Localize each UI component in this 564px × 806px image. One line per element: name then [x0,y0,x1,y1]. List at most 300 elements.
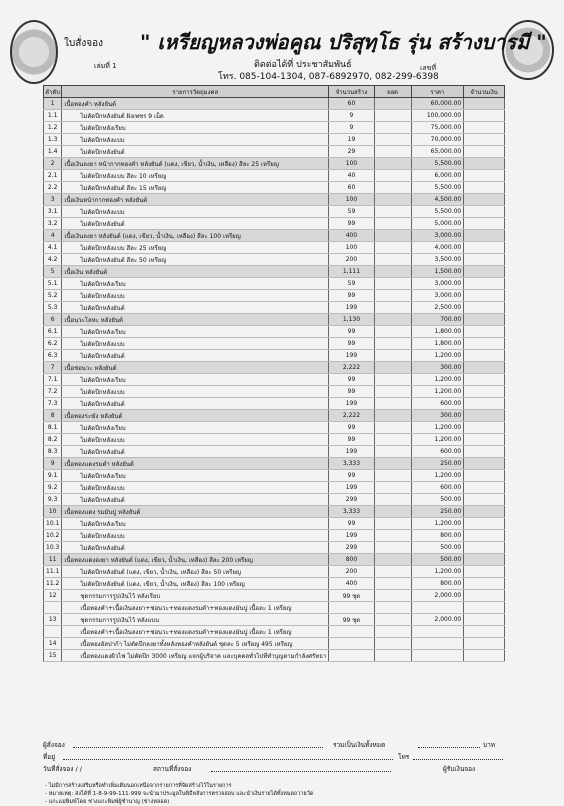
book-label: เล่มที่ 1 [94,62,117,70]
table-row [44,602,505,614]
item-name: เนื้อทองคำ+เนื้อเงินลงยา+ช่อนวะ+ทองแดงรมดำ+ทองแดงมันปู เนื้อละ 1 เหรียญ [62,602,329,614]
amount-cell[interactable] [464,482,505,494]
amount-cell[interactable] [464,206,505,218]
order-date-label[interactable]: วันที่สั่งจอง / / [43,765,82,773]
row-number: 7.3 [44,398,62,410]
table-group-row [44,98,505,110]
note-item: - แกะแม่พิมพ์โดย ช่างแกะพิมพ์ผู้ชำนาญ (ช่างหลอด) [45,799,170,805]
order-count-cell[interactable] [374,650,411,662]
amount-cell[interactable] [464,542,505,554]
order-count-cell[interactable] [374,326,411,338]
row-number: 12 [44,590,62,602]
order-count-cell[interactable] [374,218,411,230]
table-row [44,338,505,350]
amount-cell[interactable] [464,638,505,650]
amount-cell[interactable] [464,302,505,314]
row-number [44,602,62,614]
row-number: 1 [44,98,62,110]
order-count-cell[interactable] [374,302,411,314]
price-cell: 500.00 [411,494,464,506]
quantity-cell: 9 [329,122,374,134]
order-count-cell[interactable] [374,434,411,446]
price-cell: 3,000.00 [411,230,464,242]
phone-text: โทร. 085-104-1304, 087-6892970, 082-299-6398 [218,72,439,82]
quantity-cell [329,602,374,614]
amount-cell[interactable] [464,398,505,410]
item-name: เนื้อเงินหน้ากากทองคำ หลังยันต์ [62,194,329,206]
amount-cell[interactable] [464,338,505,350]
address-label: ที่อยู่ [43,753,55,761]
row-number: 2.2 [44,182,62,194]
item-name: เนื้อเงินลงยา หน้ากากทองคำ หลังยันต์ (แดง, เขียว, น้ำเงิน, เหลือง) สีละ 25 เหรียญ [62,158,329,170]
order-count-cell[interactable] [374,386,411,398]
row-number: 5.3 [44,302,62,314]
address-field[interactable] [63,752,393,760]
order-count-cell[interactable] [374,542,411,554]
item-name: ไม่ตัดปีกหลังแบบ [62,386,329,398]
table-row [44,530,505,542]
quantity-cell: 199 [329,302,374,314]
item-name: เนื้อทองอัลปาก้า ไม่ตัดปีกลงยาทั้งหลังทองคำหลังยันต์ ชุดละ 5 เหรียญ 495 เหรียญ [62,638,329,650]
order-count-cell[interactable] [374,554,411,566]
quantity-cell: 99 ชุด [329,590,374,602]
quantity-cell: 99 [329,386,374,398]
table-row [44,518,505,530]
table-row [44,374,505,386]
row-number: 3.2 [44,218,62,230]
order-count-cell[interactable] [374,254,411,266]
table-group-row [44,158,505,170]
table-row [44,614,505,626]
row-number: 3 [44,194,62,206]
order-count-cell[interactable] [374,146,411,158]
quantity-cell: 99 [329,422,374,434]
receiver-label: ผู้รับเงินจอง [443,765,476,773]
row-number: 7.2 [44,386,62,398]
quantity-cell: 2,222 [329,362,374,374]
table-group-row [44,314,505,326]
order-count-cell[interactable] [374,506,411,518]
order-count-cell[interactable] [374,266,411,278]
quantity-cell: 99 [329,290,374,302]
amount-cell[interactable] [464,434,505,446]
item-name: ไม่ตัดปีกหลังเรียบ [62,518,329,530]
item-name: ไม่ตัดปีกหลังยันต์ [62,446,329,458]
quantity-cell: 99 [329,218,374,230]
quantity-cell [329,626,374,638]
amount-cell[interactable] [464,422,505,434]
orderer-field[interactable] [73,740,323,748]
order-count-cell[interactable] [374,110,411,122]
order-count-cell[interactable] [374,590,411,602]
quantity-cell [329,638,374,650]
price-cell: 1,200.00 [411,386,464,398]
row-number [44,626,62,638]
amount-cell[interactable] [464,122,505,134]
order-count-cell[interactable] [374,182,411,194]
page-title: " เหรียญหลวงพ่อคูณ ปริสุทฺโธ รุ่น สร้างบารมี " [140,30,547,54]
table-row [44,134,505,146]
row-number: 8 [44,410,62,422]
amount-cell[interactable] [464,614,505,626]
amount-cell[interactable] [464,386,505,398]
price-cell: 2,000.00 [411,614,464,626]
order-count-cell[interactable] [374,230,411,242]
price-cell: 800.00 [411,530,464,542]
item-name: ไม่ตัดปีกหลังแบบ สีละ 25 เหรียญ [62,242,329,254]
amount-cell[interactable] [464,278,505,290]
quantity-cell: 100 [329,194,374,206]
item-name: เนื้อเงินลงยา หลังยันต์ (แดง, เขียว, น้ำเงิน, เหลือง) สีละ 100 เหรียญ [62,230,329,242]
table-group-row [44,230,505,242]
amount-cell[interactable] [464,194,505,206]
order-count-cell[interactable] [374,194,411,206]
row-number: 10.3 [44,542,62,554]
table-group-row [44,506,505,518]
order-count-cell[interactable] [374,482,411,494]
row-number: 1.2 [44,122,62,134]
total-label: รวมเป็นเงินทั้งหมด [333,741,386,749]
quantity-cell: 199 [329,398,374,410]
quantity-cell: 100 [329,242,374,254]
order-count-cell[interactable] [374,134,411,146]
row-number: 2.1 [44,170,62,182]
table-row [44,566,505,578]
price-cell: 3,000.00 [411,290,464,302]
item-name: ไม่ตัดปีกหลังยันต์ สีละ 50 เหรียญ [62,254,329,266]
row-number: 7.1 [44,374,62,386]
amount-cell[interactable] [464,578,505,590]
order-count-cell[interactable] [374,530,411,542]
row-number: 8.2 [44,434,62,446]
item-name: ไม่ตัดปีกหลังแบบ [62,338,329,350]
row-number: 5.2 [44,290,62,302]
quantity-cell: 99 [329,434,374,446]
amount-cell[interactable] [464,170,505,182]
table-group-row [44,554,505,566]
order-count-cell[interactable] [374,458,411,470]
amount-cell[interactable] [464,266,505,278]
order-count-cell[interactable] [374,362,411,374]
quantity-cell: 29 [329,146,374,158]
row-number: 4 [44,230,62,242]
tel-label: โทร [398,753,410,761]
quantity-cell: 299 [329,494,374,506]
quantity-cell: 199 [329,482,374,494]
amount-cell[interactable] [464,326,505,338]
price-cell: 100,000.00 [411,110,464,122]
price-cell: 5,000.00 [411,218,464,230]
price-cell: 800.00 [411,578,464,590]
price-cell: 4,500.00 [411,194,464,206]
price-cell: 600.00 [411,482,464,494]
quantity-cell: 3,333 [329,458,374,470]
table-row [44,542,505,554]
amount-cell[interactable] [464,146,505,158]
col-header-item: รายการวัตถุมงคล [62,86,329,98]
price-cell: 300.00 [411,410,464,422]
table-row [44,470,505,482]
quantity-cell [329,650,374,662]
col-header-amount: จำนวนเงิน [464,86,505,98]
order-count-cell[interactable] [374,446,411,458]
item-name: ไม่ตัดปีกหลังเรียบ [62,326,329,338]
item-name: ชุดกรรมการรูปเงินไว้ หลังเรียบ [62,590,329,602]
quantity-cell: 800 [329,554,374,566]
item-name: ไม่ตัดปีกหลังแบบ [62,134,329,146]
price-cell: 1,200.00 [411,422,464,434]
quantity-cell: 1,130 [329,314,374,326]
order-count-cell[interactable] [374,494,411,506]
amount-cell[interactable] [464,494,505,506]
table-row [44,350,505,362]
row-number: 13 [44,614,62,626]
row-number: 9.1 [44,470,62,482]
order-count-cell[interactable] [374,410,411,422]
order-count-cell[interactable] [374,470,411,482]
table-row [44,626,505,638]
table-row [44,434,505,446]
quantity-cell: 40 [329,170,374,182]
order-count-cell[interactable] [374,242,411,254]
price-cell: 250.00 [411,506,464,518]
table-row [44,170,505,182]
order-count-cell[interactable] [374,206,411,218]
item-name: ไม่ตัดปีกหลังแบบ [62,482,329,494]
table-row [44,578,505,590]
item-name: เนื้อทองแดงลงยา หลังยันต์ (แดง, เขียว, น้ำเงิน, เหลือง) สีละ 200 เหรียญ [62,554,329,566]
item-name: ไม่ตัดปีกหลังยันต์ (แดง, เขียว, น้ำเงิน, เหลือง) สีละ 100 เหรียญ [62,578,329,590]
table-row [44,590,505,602]
order-count-cell[interactable] [374,626,411,638]
amount-cell[interactable] [464,446,505,458]
row-number: 8.3 [44,446,62,458]
amount-cell[interactable] [464,554,505,566]
price-cell: 70,000.00 [411,134,464,146]
amount-cell[interactable] [464,230,505,242]
col-header-no: ลำดับ [44,86,62,98]
amount-cell[interactable] [464,362,505,374]
price-cell: 1,200.00 [411,470,464,482]
amount-cell[interactable] [464,650,505,662]
quantity-cell: 1,111 [329,266,374,278]
quantity-cell: 299 [329,542,374,554]
order-count-cell[interactable] [374,602,411,614]
table-row [44,290,505,302]
quantity-cell: 99 [329,470,374,482]
table-row [44,218,505,230]
items-table [43,85,505,662]
order-count-cell[interactable] [374,518,411,530]
amount-cell[interactable] [464,470,505,482]
row-number: 4.1 [44,242,62,254]
price-cell: 1,800.00 [411,338,464,350]
item-name: ไม่ตัดปีกหลังแบบ สีละ 10 เหรียญ [62,170,329,182]
notes [45,782,313,806]
quantity-cell: 59 [329,278,374,290]
row-number: 1.3 [44,134,62,146]
table-row [44,422,505,434]
item-name: ไม่ตัดปีกหลังยันต์ [62,494,329,506]
table-row [44,122,505,134]
item-name: ไม่ตัดปีกหลังเรียบ [62,278,329,290]
price-cell: 60,000.00 [411,98,464,110]
table-row [44,242,505,254]
amount-cell[interactable] [464,110,505,122]
order-count-cell[interactable] [374,290,411,302]
price-cell: 700.00 [411,314,464,326]
item-name: เนื้อนวะโลหะ หลังยันต์ [62,314,329,326]
item-name: ไม่ตัดปีกหลังยันต์ ฝังเพชร 9 เม็ด [62,110,329,122]
amount-cell[interactable] [464,350,505,362]
row-number: 6.1 [44,326,62,338]
item-name: เนื้อทองคำ+เนื้อเงินลงยา+ช่อนวะ+ทองแดงรมดำ+ทองแดงมันปู เนื้อละ 1 เหรียญ [62,626,329,638]
price-cell: 3,500.00 [411,254,464,266]
amount-cell[interactable] [464,182,505,194]
quantity-cell: 199 [329,350,374,362]
contact-text: ติดต่อได้ที่ ประชาสัมพันธ์ [254,60,352,70]
amount-cell[interactable] [464,242,505,254]
table-group-row [44,458,505,470]
amount-cell[interactable] [464,158,505,170]
amount-cell[interactable] [464,458,505,470]
item-name: เนื้อเงิน หลังยันต์ [62,266,329,278]
quantity-cell: 400 [329,578,374,590]
row-number: 9.3 [44,494,62,506]
quantity-cell: 99 [329,326,374,338]
amount-cell[interactable] [464,98,505,110]
table-row [44,650,505,662]
row-number: 2 [44,158,62,170]
order-count-cell[interactable] [374,422,411,434]
order-count-cell[interactable] [374,158,411,170]
order-count-cell[interactable] [374,170,411,182]
total-field[interactable] [418,740,480,748]
price-cell: 1,800.00 [411,326,464,338]
row-number: 11.2 [44,578,62,590]
order-count-cell[interactable] [374,398,411,410]
row-number: 6.2 [44,338,62,350]
table-row [44,482,505,494]
price-cell: 1,200.00 [411,434,464,446]
item-name: เนื้อทองระฆัง หลังยันต์ [62,410,329,422]
price-cell: 250.00 [411,458,464,470]
amount-cell[interactable] [464,590,505,602]
price-cell: 1,200.00 [411,566,464,578]
item-name: ไม่ตัดปีกหลังยันต์ [62,398,329,410]
amount-cell[interactable] [464,134,505,146]
amount-cell[interactable] [464,314,505,326]
order-count-cell[interactable] [374,98,411,110]
table-group-row [44,266,505,278]
amount-cell[interactable] [464,530,505,542]
row-number: 5.1 [44,278,62,290]
amount-cell[interactable] [464,374,505,386]
order-count-cell[interactable] [374,566,411,578]
table-row [44,182,505,194]
row-number: 10.1 [44,518,62,530]
row-number: 1.1 [44,110,62,122]
order-count-cell[interactable] [374,350,411,362]
amount-cell[interactable] [464,566,505,578]
table-row [44,398,505,410]
header [0,0,564,88]
table-row [44,146,505,158]
amount-cell[interactable] [464,218,505,230]
amount-cell[interactable] [464,602,505,614]
amount-cell[interactable] [464,626,505,638]
order-count-cell[interactable] [374,578,411,590]
amount-cell[interactable] [464,254,505,266]
temple-seal-left-icon [10,20,58,84]
row-number: 11.1 [44,566,62,578]
row-number: 6.3 [44,350,62,362]
tel-field[interactable] [413,752,503,760]
row-number: 5 [44,266,62,278]
table-row [44,494,505,506]
price-cell: 2,000.00 [411,590,464,602]
price-cell: 500.00 [411,554,464,566]
price-cell: 300.00 [411,362,464,374]
row-number: 15 [44,650,62,662]
order-count-cell[interactable] [374,314,411,326]
quantity-cell: 60 [329,98,374,110]
table-group-row [44,410,505,422]
quantity-cell: 199 [329,530,374,542]
order-count-cell[interactable] [374,638,411,650]
item-name: เนื้อทองแดงรมดำ หลังยันต์ [62,458,329,470]
price-cell: 1,200.00 [411,350,464,362]
item-name: เนื้อทองแดงผิวไฟ ไม่ตัดปีก 3000 เหรียญ แจกผู้บริจาค และบุคคลทั่วไปที่ทำบุญตามกำลังศรัทธา [62,650,329,662]
quantity-cell: 2,222 [329,410,374,422]
table-row [44,638,505,650]
order-count-cell[interactable] [374,374,411,386]
quantity-cell: 60 [329,182,374,194]
order-count-cell[interactable] [374,278,411,290]
price-cell: 5,500.00 [411,158,464,170]
place-label: สถานที่สั่งจอง [153,765,192,773]
amount-cell[interactable] [464,506,505,518]
item-name: ไม่ตัดปีกหลังแบบ [62,206,329,218]
place-field[interactable] [211,764,391,772]
quantity-cell: 200 [329,254,374,266]
amount-cell[interactable] [464,290,505,302]
amount-cell[interactable] [464,410,505,422]
table-row [44,386,505,398]
price-cell: 1,200.00 [411,518,464,530]
row-number: 6 [44,314,62,326]
quantity-cell: 400 [329,230,374,242]
order-count-cell[interactable] [374,614,411,626]
amount-cell[interactable] [464,518,505,530]
table-row [44,254,505,266]
row-number: 9 [44,458,62,470]
row-number: 7 [44,362,62,374]
item-name: เนื้อทองแดง รมมันปู หลังยันต์ [62,506,329,518]
item-name: เนื้อทองคำ หลังยันต์ [62,98,329,110]
table-header-row [44,86,505,98]
row-number: 11 [44,554,62,566]
price-cell: 600.00 [411,398,464,410]
quantity-cell: 99 ชุด [329,614,374,626]
table-row [44,110,505,122]
item-name: ไม่ตัดปีกหลังยันต์ [62,350,329,362]
order-count-cell[interactable] [374,122,411,134]
order-count-cell[interactable] [374,338,411,350]
price-cell: 5,500.00 [411,206,464,218]
price-cell: 3,000.00 [411,278,464,290]
row-number: 14 [44,638,62,650]
